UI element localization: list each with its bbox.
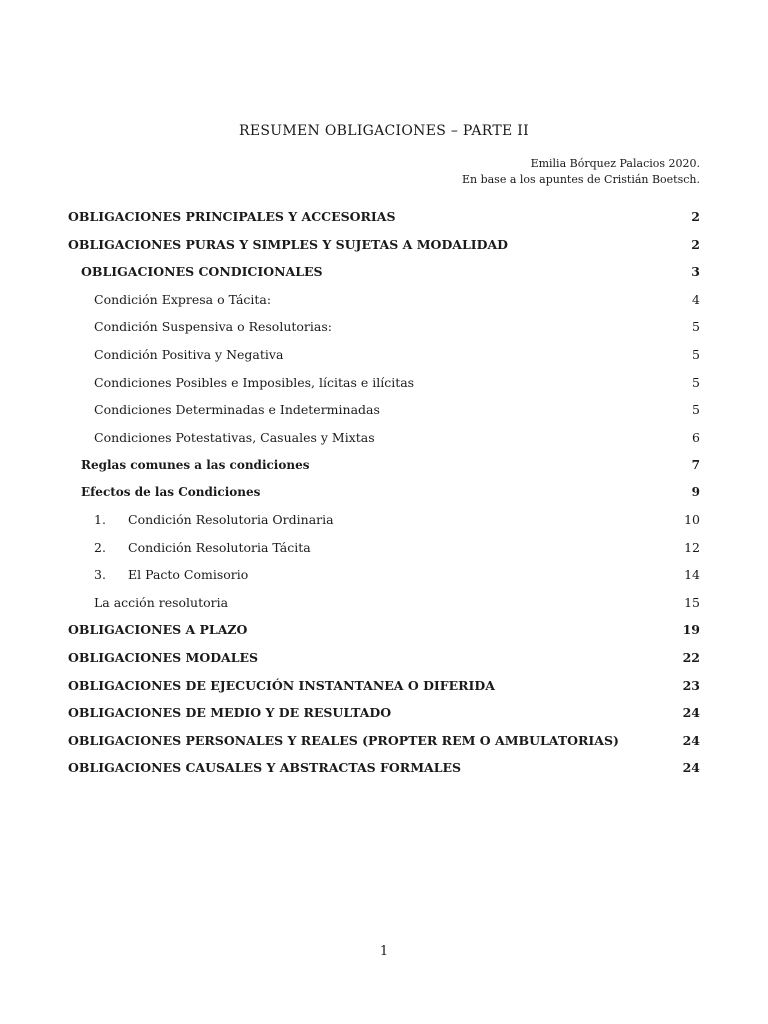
toc-entry-page: 24 <box>682 732 700 748</box>
toc-entry[interactable] <box>68 754 700 782</box>
toc-entry[interactable] <box>68 644 700 672</box>
toc-entry[interactable] <box>68 534 700 562</box>
toc-entry-title: OBLIGACIONES PURAS Y SIMPLES Y SUJETAS A MODALIDAD <box>68 236 508 252</box>
toc-entry-title: Condición Resolutoria Tácita <box>128 539 311 555</box>
toc-entry[interactable] <box>68 699 700 727</box>
toc-entry-page: 14 <box>684 567 700 583</box>
toc-entry-page: 24 <box>682 705 700 721</box>
toc-entry-title-wrap <box>94 567 680 582</box>
toc-entry[interactable] <box>68 423 700 451</box>
toc-entry[interactable] <box>68 231 700 259</box>
toc-entry-page: 10 <box>684 512 700 528</box>
toc-entry-number: 2. <box>94 539 106 555</box>
toc-entry-page: 9 <box>691 485 700 500</box>
toc-entry-title-wrap <box>94 512 680 527</box>
toc-entry-title: OBLIGACIONES PERSONALES Y REALES (PROPTER REM O AMBULATORIAS) <box>68 732 619 748</box>
page-number: 1 <box>379 944 389 959</box>
toc-entry[interactable] <box>68 341 700 369</box>
toc-entry[interactable] <box>68 258 700 286</box>
toc-entry-title: La acción resolutoria <box>94 594 229 610</box>
toc-entry-title: OBLIGACIONES DE MEDIO Y DE RESULTADO <box>68 705 392 721</box>
toc-entry-title: Condiciones Determinadas e Indeterminadas <box>94 402 380 418</box>
toc-entry[interactable] <box>68 671 700 699</box>
toc-entry-page: 4 <box>692 291 700 307</box>
toc-entry[interactable] <box>68 561 700 589</box>
toc-entry-number: 3. <box>94 567 106 583</box>
toc-entry-title: Condición Suspensiva o Resolutorias: <box>94 319 332 335</box>
toc-entry-title: Condiciones Posibles e Imposibles, lícitas e ilícitas <box>94 374 415 390</box>
toc-entry-page: 15 <box>684 594 700 610</box>
toc-entry[interactable] <box>68 286 700 314</box>
toc-entry-page: 6 <box>692 429 700 445</box>
toc-entry-title-wrap <box>94 540 680 555</box>
toc-entry-number: 1. <box>94 512 106 528</box>
toc-entry-page: 5 <box>692 402 700 418</box>
toc-entry[interactable] <box>68 396 700 424</box>
toc-entry-page: 2 <box>691 209 700 225</box>
toc-entry-title: OBLIGACIONES CONDICIONALES <box>81 264 323 280</box>
toc-entry-page: 2 <box>691 236 700 252</box>
toc-entry-page: 5 <box>692 347 700 362</box>
toc-entry-page: 12 <box>684 539 700 555</box>
source-line: En base a los apuntes de Cristián Boetsch. <box>461 173 700 186</box>
toc-entry-title: Condición Positiva y Negativa <box>94 347 284 362</box>
author-line: Emilia Bórquez Palacios 2020. <box>530 157 700 170</box>
toc-entry-title: Reglas comunes a las condiciones <box>81 457 310 472</box>
author-block <box>462 156 700 188</box>
document-title: RESUMEN OBLIGACIONES – PARTE II <box>239 123 529 139</box>
toc-entry-page: 22 <box>682 650 700 666</box>
toc-entry-page: 5 <box>692 374 700 390</box>
toc-entry[interactable] <box>68 478 700 506</box>
toc-entry-title: OBLIGACIONES PRINCIPALES Y ACCESORIAS <box>68 209 396 225</box>
toc-entry[interactable] <box>68 616 700 644</box>
toc-entry-page: 23 <box>682 677 700 693</box>
toc-entry-title: OBLIGACIONES MODALES <box>68 650 259 666</box>
toc-entry-title: Condiciones Potestativas, Casuales y Mixtas <box>94 429 375 445</box>
toc-entry-page: 24 <box>682 760 700 776</box>
toc-entry[interactable] <box>68 589 700 617</box>
toc-entry[interactable] <box>68 726 700 754</box>
toc-entry[interactable] <box>68 203 700 231</box>
toc-entry-page: 5 <box>692 319 700 335</box>
toc-entry-title: OBLIGACIONES A PLAZO <box>68 622 248 638</box>
toc-entry-page: 3 <box>691 264 700 280</box>
toc-entry-title: El Pacto Comisorio <box>128 567 249 583</box>
toc-entry-page: 19 <box>682 622 700 638</box>
toc-entry[interactable] <box>68 506 700 534</box>
table-of-contents <box>68 203 700 781</box>
toc-entry[interactable] <box>68 368 700 396</box>
toc-entry-title: Condición Expresa o Tácita: <box>94 291 272 307</box>
toc-entry[interactable] <box>68 451 700 479</box>
toc-entry-title: Efectos de las Condiciones <box>81 485 261 500</box>
toc-entry-title: Condición Resolutoria Ordinaria <box>128 512 334 528</box>
toc-entry[interactable] <box>68 313 700 341</box>
toc-entry-title: OBLIGACIONES CAUSALES Y ABSTRACTAS FORMALES <box>68 760 462 776</box>
toc-entry-title: OBLIGACIONES DE EJECUCIÓN INSTANTANEA O DIFERIDA <box>68 677 495 693</box>
toc-entry-page: 7 <box>691 457 700 472</box>
